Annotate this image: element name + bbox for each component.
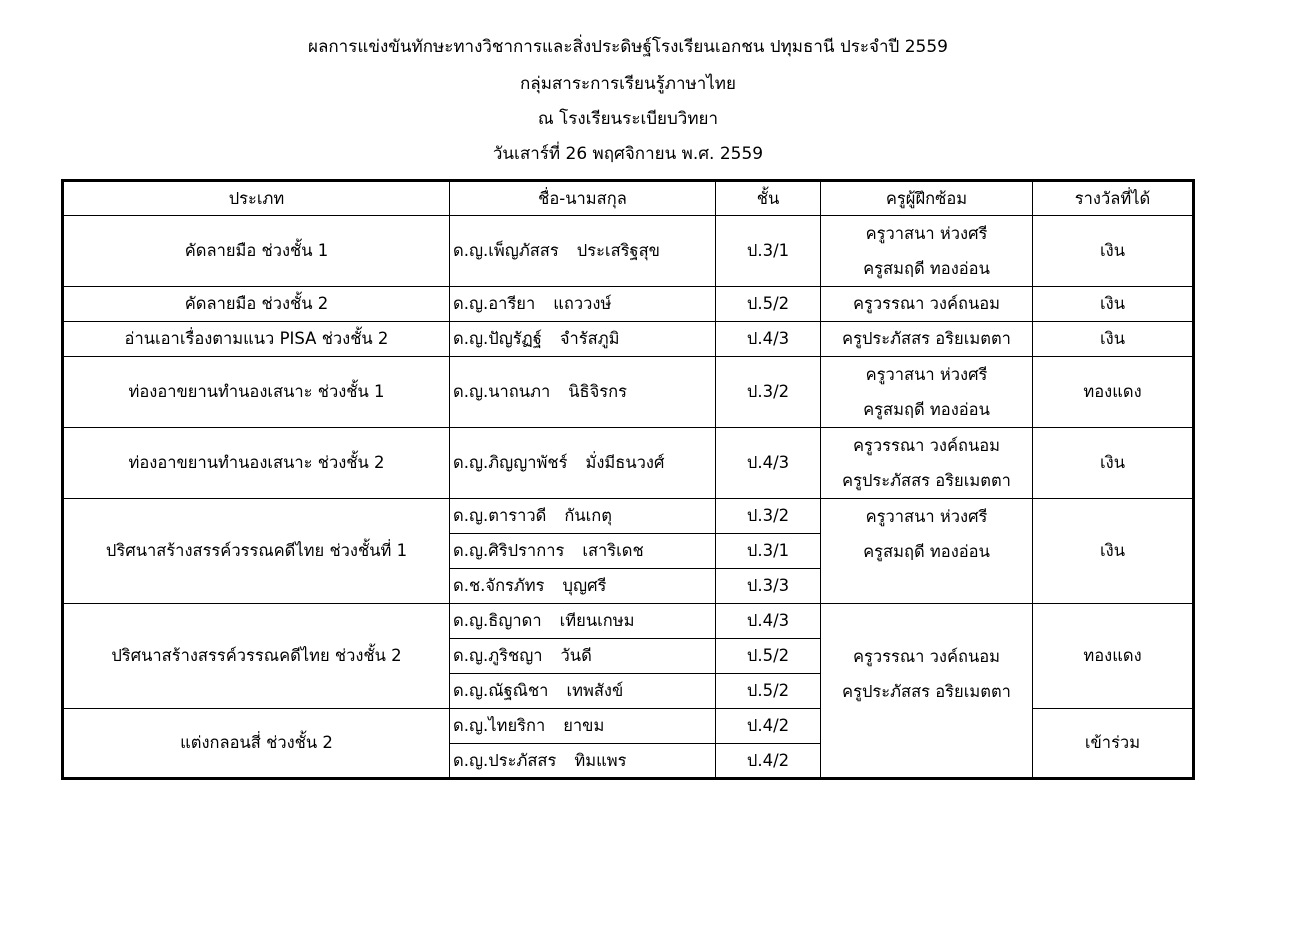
student-last-name: จำรัสภูมิ <box>559 329 620 348</box>
table-row <box>63 604 1194 639</box>
student-first-name: ด.ญ.นาถนภา <box>453 382 551 401</box>
student-first-name: ด.ญ.ปัญรัฏฐ์ <box>453 329 542 348</box>
student-last-name: ยาขม <box>563 716 605 735</box>
category-cell: ปริศนาสร้างสรรค์วรรณคดีไทย ช่วงชั้น 2 <box>63 604 450 709</box>
teacher-name: ครูสมฤดี ทองอ่อน <box>863 259 990 278</box>
teacher-name: ครูสมฤดี ทองอ่อน <box>863 542 990 561</box>
doc-subject-group: กลุ่มสาระการเรียนรู้ภาษาไทย <box>520 74 736 94</box>
student-last-name: บุญศรี <box>562 576 607 595</box>
doc-title: ผลการแข่งขันทักษะทางวิชาการและสิ่งประดิษฐ์โรงเรียนเอกชน ปทุมธานี ประจำปี 2559 <box>308 37 948 57</box>
grade-cell: ป.3/3 <box>716 569 821 604</box>
grade-cell: ป.3/2 <box>716 357 821 428</box>
student-name-cell <box>450 534 716 569</box>
teacher-name: ครูวาสนา ห่วงศรี <box>865 507 988 526</box>
column-header-grade: ชั้น <box>716 181 821 216</box>
grade-cell: ป.4/3 <box>716 322 821 357</box>
student-last-name: เสาริเดช <box>582 541 644 560</box>
student-name-cell <box>450 709 716 744</box>
category-cell: อ่านเอาเรื่องตามแนว PISA ช่วงชั้น 2 <box>63 322 450 357</box>
category-cell: คัดลายมือ ช่วงชั้น 1 <box>63 216 450 287</box>
grade-cell: ป.4/2 <box>716 744 821 779</box>
results-table <box>61 179 1195 780</box>
student-first-name: ด.ญ.ณัฐณิชา <box>453 681 549 700</box>
teacher-name: ครูวรรณา วงค์ถนอม <box>852 647 1001 666</box>
award-cell: เข้าร่วม <box>1033 709 1194 779</box>
student-last-name: ทิมแพร <box>574 750 627 770</box>
teacher-name: ครูประภัสสร อริยเมตตา <box>842 471 1011 490</box>
column-header-teacher: ครูผู้ฝึกซ้อม <box>821 181 1033 216</box>
grade-cell: ป.4/3 <box>716 428 821 499</box>
student-name-cell <box>450 674 716 709</box>
grade-cell: ป.5/2 <box>716 287 821 322</box>
table-row <box>63 428 1194 499</box>
student-last-name: แถววงษ์ <box>553 294 612 313</box>
teacher-name: ครูวาสนา ห่วงศรี <box>865 365 988 384</box>
award-cell: เงิน <box>1033 322 1194 357</box>
doc-venue: ณ โรงเรียนระเบียบวิทยา <box>537 109 719 129</box>
student-name-cell <box>450 499 716 534</box>
category-cell: แต่งกลอนสี่ ช่วงชั้น 2 <box>63 709 450 779</box>
teacher-cell <box>821 499 1033 604</box>
category-cell: ท่องอาขยานทำนองเสนาะ ช่วงชั้น 2 <box>63 428 450 499</box>
student-last-name: เทียนเกษม <box>559 611 635 630</box>
teacher-cell <box>821 216 1033 287</box>
student-last-name: วันดี <box>560 646 592 665</box>
grade-cell: ป.3/1 <box>716 534 821 569</box>
student-name-cell <box>450 639 716 674</box>
grade-cell: ป.5/2 <box>716 674 821 709</box>
student-first-name: ด.ญ.ศิริปราการ <box>453 541 565 560</box>
table-row <box>63 499 1194 534</box>
student-first-name: ด.ญ.ประภัสสร <box>453 750 557 770</box>
grade-cell: ป.5/2 <box>716 639 821 674</box>
student-name-cell <box>450 428 716 499</box>
student-first-name: ด.ญ.ไทยริกา <box>453 716 546 735</box>
grade-cell: ป.3/1 <box>716 216 821 287</box>
student-first-name: ด.ญ.อารียา <box>453 294 536 313</box>
table-row <box>63 216 1194 287</box>
student-first-name: ด.ญ.ภูริชญา <box>453 646 543 665</box>
student-last-name: เทพสังข์ <box>566 681 624 700</box>
teacher-name: ครูประภัสสร อริยเมตตา <box>842 682 1011 701</box>
student-first-name: ด.ญ.ภิญญาพัชร์ <box>453 453 568 472</box>
table-header-row <box>63 181 1194 216</box>
teacher-name: ครูวาสนา ห่วงศรี <box>865 224 988 243</box>
student-last-name: มั่งมีธนวงศ์ <box>585 453 665 472</box>
teacher-cell: ครูวรรณา วงค์ถนอม <box>821 287 1033 322</box>
teacher-name: ครูสมฤดี ทองอ่อน <box>863 400 990 419</box>
teacher-cell <box>821 428 1033 499</box>
student-name-cell <box>450 357 716 428</box>
student-first-name: ด.ญ.ตาราวดี <box>453 506 547 525</box>
category-cell: ปริศนาสร้างสรรค์วรรณคดีไทย ช่วงชั้นที่ 1 <box>63 499 450 604</box>
student-first-name: ด.ญ.ธิญาดา <box>453 611 542 630</box>
doc-date: วันเสาร์ที่ 26 พฤศจิกายน พ.ศ. 2559 <box>492 144 764 164</box>
column-header-name: ชื่อ-นามสกุล <box>450 181 716 216</box>
student-last-name: กันเกตุ <box>564 506 612 525</box>
column-header-category: ประเภท <box>63 181 450 216</box>
award-cell: เงิน <box>1033 287 1194 322</box>
grade-cell: ป.4/3 <box>716 604 821 639</box>
student-name-cell <box>450 604 716 639</box>
student-first-name: ด.ช.จักรภัทร <box>453 576 545 595</box>
table-row <box>63 287 1194 322</box>
category-cell: ท่องอาขยานทำนองเสนาะ ช่วงชั้น 1 <box>63 357 450 428</box>
teacher-cell <box>821 357 1033 428</box>
table-row <box>63 322 1194 357</box>
student-name-cell <box>450 287 716 322</box>
teacher-name: ครูวรรณา วงค์ถนอม <box>852 436 1001 455</box>
grade-cell: ป.4/2 <box>716 709 821 744</box>
student-last-name: นิธิจิรกร <box>568 382 627 401</box>
student-name-cell <box>450 569 716 604</box>
award-cell: ทองแดง <box>1033 604 1194 709</box>
teacher-cell <box>821 604 1033 779</box>
award-cell: เงิน <box>1033 216 1194 287</box>
student-name-cell <box>450 322 716 357</box>
category-cell: คัดลายมือ ช่วงชั้น 2 <box>63 287 450 322</box>
award-cell: เงิน <box>1033 428 1194 499</box>
column-header-award: รางวัลที่ได้ <box>1033 181 1194 216</box>
award-cell: ทองแดง <box>1033 357 1194 428</box>
teacher-cell: ครูประภัสสร อริยเมตตา <box>821 322 1033 357</box>
award-cell: เงิน <box>1033 499 1194 604</box>
student-last-name: ประเสริฐสุข <box>576 241 660 260</box>
student-name-cell <box>450 216 716 287</box>
student-name-cell <box>450 744 716 779</box>
student-first-name: ด.ญ.เพ็ญภัสสร <box>453 241 559 260</box>
grade-cell: ป.3/2 <box>716 499 821 534</box>
table-row <box>63 357 1194 428</box>
